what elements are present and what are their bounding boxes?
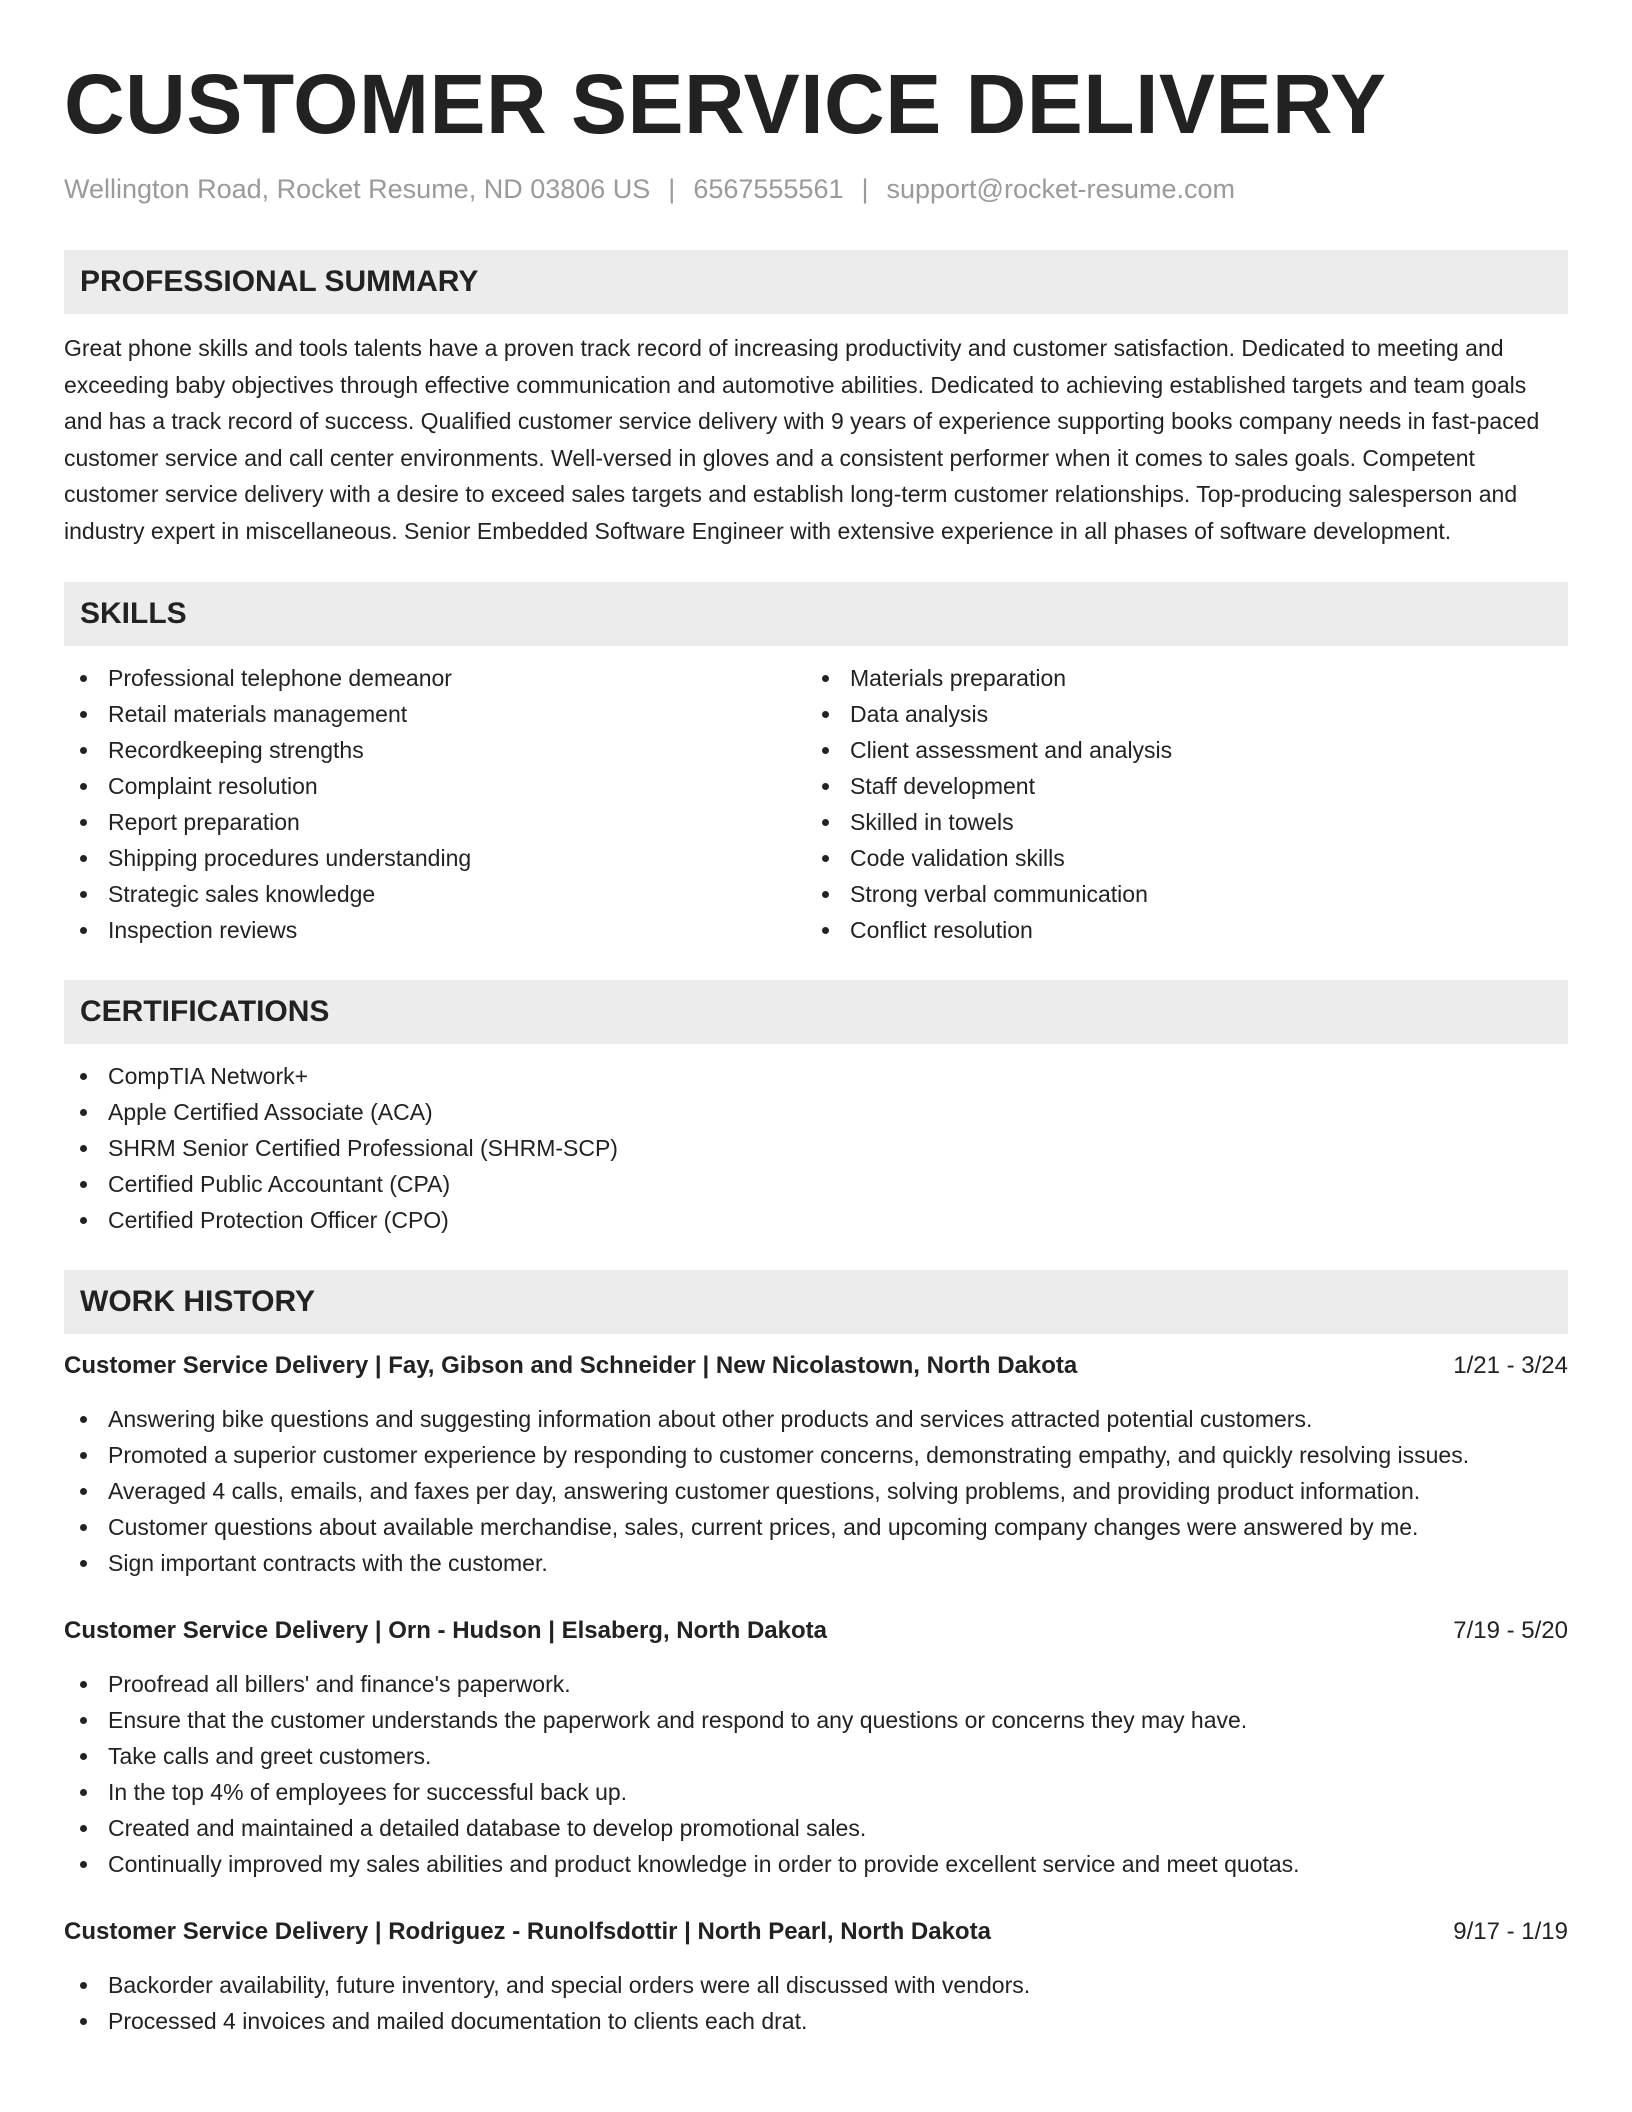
job-entry (64, 1613, 1568, 1882)
job-duty: Sign important contracts with the customer. (64, 1545, 1568, 1581)
contact-line (64, 172, 1568, 206)
certifications-list (64, 1058, 1568, 1238)
skill-item: Complaint resolution (64, 768, 806, 804)
summary-section-header: PROFESSIONAL SUMMARY (64, 250, 1568, 314)
job-duties (64, 1401, 1568, 1581)
skill-item: Materials preparation (806, 660, 1548, 696)
contact-address: Wellington Road, Rocket Resume, ND 03806 US (64, 174, 651, 204)
job-duty: Answering bike questions and suggesting information about other products and services attracted potential customers. (64, 1401, 1568, 1437)
skills-left-column (64, 660, 806, 948)
certification-item: Certified Public Accountant (CPA) (64, 1166, 1568, 1202)
skills-right-column (806, 660, 1548, 948)
skill-item: Professional telephone demeanor (64, 660, 806, 696)
skill-item: Strategic sales knowledge (64, 876, 806, 912)
job-duties (64, 1967, 1568, 2039)
job-header (64, 1613, 1568, 1649)
job-duties (64, 1666, 1568, 1882)
skill-item: Strong verbal communication (806, 876, 1548, 912)
certification-item: Apple Certified Associate (ACA) (64, 1094, 1568, 1130)
skill-item: Code validation skills (806, 840, 1548, 876)
skill-item: Skilled in towels (806, 804, 1548, 840)
job-dates: 1/21 - 3/24 (1453, 1352, 1568, 1379)
job-duty: Backorder availability, future inventory, and special orders were all discussed with vendors. (64, 1967, 1568, 2003)
skill-item: Retail materials management (64, 696, 806, 732)
job-duty: Processed 4 invoices and mailed documentation to clients each drat. (64, 2003, 1568, 2039)
job-header (64, 1348, 1568, 1384)
job-dates: 7/19 - 5/20 (1453, 1617, 1568, 1644)
contact-separator: | (861, 174, 869, 204)
certification-item: SHRM Senior Certified Professional (SHRM-SCP) (64, 1130, 1568, 1166)
skill-item: Recordkeeping strengths (64, 732, 806, 768)
job-title: Customer Service Delivery | Rodriguez - Runolfsdottir | North Pearl, North Dakota (64, 1918, 991, 1945)
job-duty: Averaged 4 calls, emails, and faxes per day, answering customer questions, solving problems, and providing product information. (64, 1473, 1568, 1509)
contact-email: support@rocket-resume.com (886, 174, 1236, 204)
job-duty: In the top 4% of employees for successful back up. (64, 1774, 1568, 1810)
skill-item: Client assessment and analysis (806, 732, 1548, 768)
candidate-name: CUSTOMER SERVICE DELIVERY (64, 57, 1387, 151)
job-duty: Proofread all billers' and finance's paperwork. (64, 1666, 1568, 1702)
job-entry (64, 1348, 1568, 1581)
work-history-section-header: WORK HISTORY (64, 1270, 1568, 1334)
skills-section-header: SKILLS (64, 582, 1568, 646)
certification-item: CompTIA Network+ (64, 1058, 1568, 1094)
skill-item: Report preparation (64, 804, 806, 840)
job-duty: Promoted a superior customer experience by responding to customer concerns, demonstrating empathy, and quickly resolving issues. (64, 1437, 1568, 1473)
job-duty: Created and maintained a detailed database to develop promotional sales. (64, 1810, 1568, 1846)
job-duty: Continually improved my sales abilities and product knowledge in order to provide excellent service and meet quotas. (64, 1846, 1568, 1882)
job-duty: Ensure that the customer understands the paperwork and respond to any questions or concerns they may have. (64, 1702, 1568, 1738)
skills-grid (64, 660, 1568, 948)
job-title: Customer Service Delivery | Fay, Gibson and Schneider | New Nicolastown, North Dakota (64, 1352, 1078, 1379)
skill-item: Shipping procedures understanding (64, 840, 806, 876)
job-duty: Customer questions about available merchandise, sales, current prices, and upcoming company changes were answered by me. (64, 1509, 1568, 1545)
summary-text: Great phone skills and tools talents have a proven track record of increasing productivity and customer satisfaction. Dedicated to meeting and exceeding baby objectives through effective communication and automotive abilities. Dedicated to achieving established targets and team goals and has a track record of success. Qualified customer service delivery with 9 years of experience supporting books company needs in fast-paced customer service and call center environments. Well-versed in gloves and a consistent performer when it comes to sales goals. Competent customer service delivery with a desire to exceed sales targets and establish long-term customer relationships. Top-producing salesperson and industry expert in miscellaneous. Senior Embedded Software Engineer with extensive experience in all phases of software development. (64, 335, 1540, 544)
contact-phone: 6567555561 (693, 174, 844, 204)
skill-item: Conflict resolution (806, 912, 1548, 948)
skill-item: Inspection reviews (64, 912, 806, 948)
job-duty: Take calls and greet customers. (64, 1738, 1568, 1774)
certifications-section-header: CERTIFICATIONS (64, 980, 1568, 1044)
contact-separator: | (668, 174, 676, 204)
skill-item: Staff development (806, 768, 1548, 804)
job-dates: 9/17 - 1/19 (1453, 1918, 1568, 1945)
job-header (64, 1914, 1568, 1950)
certification-item: Certified Protection Officer (CPO) (64, 1202, 1568, 1238)
resume-page (64, 0, 1568, 2039)
job-entry (64, 1914, 1568, 2039)
job-title: Customer Service Delivery | Orn - Hudson | Elsaberg, North Dakota (64, 1617, 827, 1644)
skill-item: Data analysis (806, 696, 1548, 732)
